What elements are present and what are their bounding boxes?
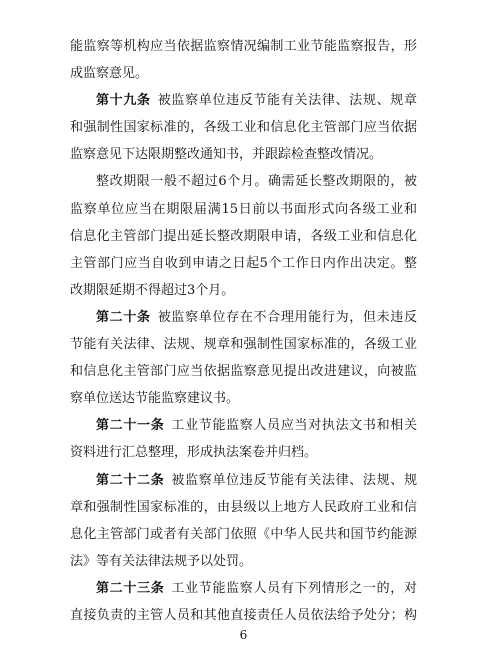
text-line: 能监察等机构应当依据监察情况编制工业节能监察报告，形 bbox=[70, 39, 417, 54]
text-line bbox=[70, 575, 417, 602]
text-line: 节能有关法律、法规、规章和强制性国家标准的，各级工业 bbox=[70, 337, 417, 353]
text-line: 和强制性国家标准的，各级工业和信息化主管部门应当依据 bbox=[70, 120, 417, 136]
text-run: 工业节能监察人员有下列情形之一的，对 bbox=[171, 580, 417, 596]
text-line: 主管部门应当自收到申请之日起5个工作日内作出决定。整 bbox=[70, 255, 417, 271]
paragraph-article-22 bbox=[70, 467, 417, 575]
text-line: 信息化主管部门提出延长整改期限申请，各级工业和信息化 bbox=[70, 228, 417, 244]
text-line: 资料进行汇总整理，形成执法案卷并归档。 bbox=[70, 445, 318, 461]
text-line: 直接负责的主管人员和其他直接责任人员依法给予处分；构 bbox=[70, 607, 417, 623]
text-line: 章和强制性国家标准的，由县级以上地方人民政府工业和信 bbox=[70, 499, 417, 515]
paragraph-article-20 bbox=[70, 304, 417, 412]
text-line: 息化主管部门或者有关部门依照《中华人民共和国节约能源 bbox=[70, 526, 417, 542]
article-heading: 第二十二条 bbox=[96, 472, 165, 488]
text-line: 察单位送达节能监察建议书。 bbox=[70, 391, 240, 407]
article-heading: 第二十条 bbox=[96, 309, 151, 325]
article-heading: 第二十三条 bbox=[96, 580, 165, 596]
text-run: 被监察单位违反节能有关法律、法规、规 bbox=[171, 472, 417, 488]
text-line: 监察单位应当在期限届满15日前以书面形式向各级工业和 bbox=[70, 201, 417, 217]
paragraph-article-23 bbox=[70, 575, 417, 629]
paragraph-article-19 bbox=[70, 87, 417, 168]
text-line: 成监察意见。 bbox=[70, 66, 149, 82]
paragraph-article-21 bbox=[70, 412, 417, 466]
article-heading: 第二十一条 bbox=[96, 418, 165, 434]
text-line bbox=[70, 467, 417, 494]
text-line: 改期限延期不得超过3个月。 bbox=[70, 282, 235, 298]
text-line: 法》等有关法律法规予以处罚。 bbox=[70, 553, 253, 569]
page-number: 6 bbox=[239, 628, 248, 642]
text-run: 工业节能监察人员应当对执法文书和相关 bbox=[171, 418, 417, 434]
text-line bbox=[70, 87, 417, 114]
paragraph bbox=[70, 33, 417, 87]
text-line bbox=[70, 412, 417, 439]
text-run: 被监察单位存在不合理用能行为，但未违反 bbox=[157, 309, 417, 325]
text-line: 监察意见下达限期整改通知书，并跟踪检查整改情况。 bbox=[70, 147, 383, 163]
paragraph bbox=[70, 168, 417, 303]
body-text bbox=[70, 33, 417, 629]
article-heading: 第十九条 bbox=[96, 93, 151, 109]
text-line: 整改期限一般不超过6个月。确需延长整改期限的，被 bbox=[96, 174, 417, 190]
text-line bbox=[70, 304, 417, 331]
text-line: 和信息化主管部门应当依据监察意见提出改进建议，向被监 bbox=[70, 364, 417, 380]
text-run: 被监察单位违反节能有关法律、法规、规章 bbox=[157, 93, 417, 109]
